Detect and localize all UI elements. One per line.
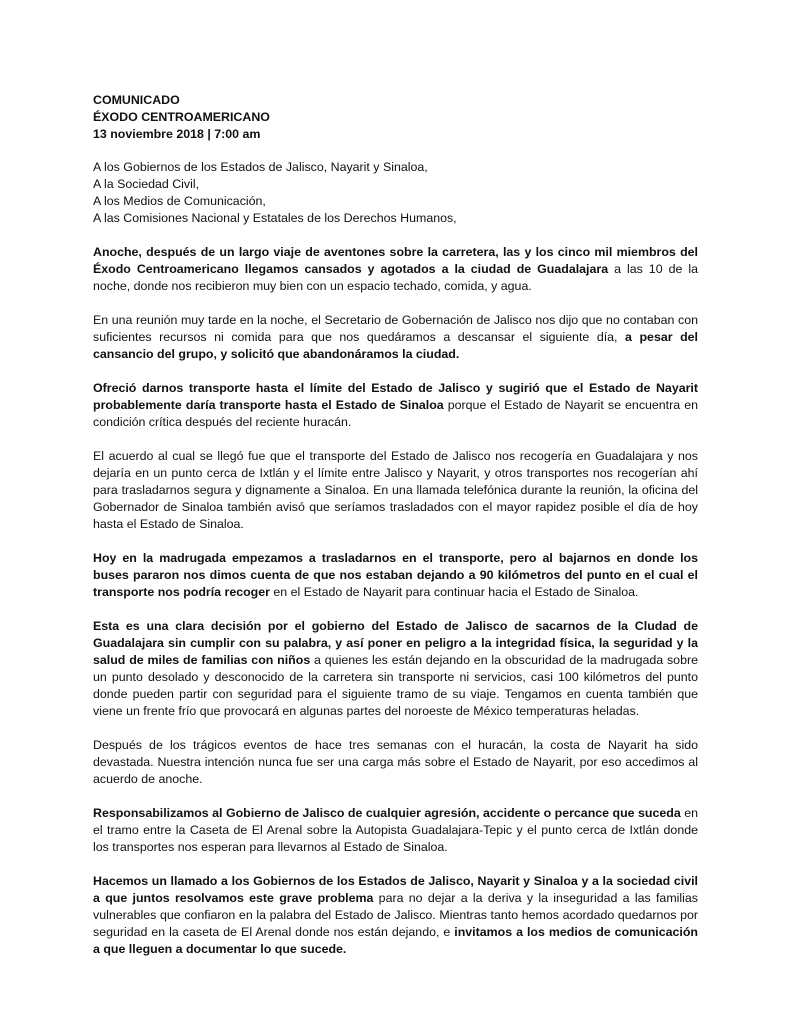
bold-text-run: Responsabilizamos al Gobierno de Jalisco de cualquier agresión, accidente o percance que suceda bbox=[93, 806, 681, 820]
body-paragraph bbox=[93, 550, 698, 601]
text-run: En una reunión muy tarde en la noche, el Secretario de Gobernación de Jalisco nos dijo que no contaban con suficientes recursos ni comida para que nos quedáramos a descansar el siguiente día, bbox=[93, 313, 698, 344]
bold-text-run: invitamos a los medios de comunicación a que lleguen a documentar lo que sucede. bbox=[93, 925, 698, 956]
body-paragraph bbox=[93, 448, 698, 533]
bold-text-run: Ofreció darnos transporte hasta el límite del Estado de Jalisco y sugirió que el Estado de Nayarit probablemente daría transporte hasta el Estado de Sinaloa bbox=[93, 381, 698, 412]
text-run: para no dejar a la deriva y la inseguridad a las familias vulnerables que confiaron en la palabra del Estado de Jalisco. Mientras tanto hemos acordado quedarnos por seguridad en la caseta de El Arenal donde nos están dejando, e bbox=[93, 891, 698, 939]
body-paragraph bbox=[93, 312, 698, 363]
text-run: a las 10 de la noche, donde nos recibieron muy bien con un espacio techado, comida, y agua. bbox=[93, 262, 698, 293]
text-run: en el Estado de Nayarit para continuar hacia el Estado de Sinaloa. bbox=[269, 585, 639, 599]
text-run: a quienes les están dejando en la obscuridad de la madrugada sobre un punto desolado y desconocido de la carretera sin transporte ni servicios, casi 100 kilómetros del punto donde pueden partir con seguridad para el siguiente tramo de su viaje. Tengamos en cuenta también que viene un frente frío que provocará en algunas partes del noroeste de México temperaturas heladas. bbox=[93, 653, 698, 718]
addressee-line: A la Sociedad Civil, bbox=[93, 177, 200, 191]
body-paragraph bbox=[93, 618, 698, 720]
addressee-line: A los Gobiernos de los Estados de Jalisco, Nayarit y Sinaloa, bbox=[93, 160, 428, 174]
document-body bbox=[93, 244, 698, 958]
bold-text-run: Anoche, después de un largo viaje de aventones sobre la carretera, las y los cinco mil miembros del Éxodo Centroamericano llegamos cansados y agotados a la ciudad de Guadalajara bbox=[93, 245, 698, 276]
header-subtitle: ÉXODO CENTROAMERICANO bbox=[93, 110, 270, 124]
header-title: COMUNICADO bbox=[93, 93, 180, 107]
body-paragraph bbox=[93, 805, 698, 856]
text-run: El acuerdo al cual se llegó fue que el transporte del Estado de Jalisco nos recogería en Guadalajara y nos dejaría en un punto cerca de Ixtlán y el límite entre Jalisco y Nayarit, y otros transportes nos recogerían ahí para trasladarnos segura y dignamente a Sinaloa. En una llamada telefónica durante la reunión, la oficina del Gobernador de Sinaloa también avisó que seríamos trasladados con el mayor rapidez posible el día de hoy hasta el Estado de Sinaloa. bbox=[93, 449, 698, 531]
addressee-line: A los Medios de Comunicación, bbox=[93, 194, 266, 208]
body-paragraph bbox=[93, 873, 698, 958]
body-paragraph bbox=[93, 244, 698, 295]
header-date: 13 noviembre 2018 | 7:00 am bbox=[93, 127, 261, 141]
bold-text-run: Esta es una clara decisión por el gobierno del Estado de Jalisco de sacarnos de la Cludad de Guadalajara sin cumplir con su palabra, y así poner en peligro a la integridad física, la seguridad y la salud de miles de familias con niños bbox=[93, 619, 698, 667]
addressees bbox=[93, 159, 698, 227]
bold-text-run: Hoy en la madrugada empezamos a trasladarnos en el transporte, pero al bajarnos en donde los buses pararon nos dimos cuenta de que nos estaban dejando a 90 kilómetros del punto en el cual el transporte nos podría recoger bbox=[93, 551, 698, 599]
bold-text-run: Hacemos un llamado a los Gobiernos de los Estados de Jalisco, Nayarit y Sinaloa y a la sociedad civil a que juntos resolvamos este grave problema bbox=[93, 874, 698, 905]
document-page bbox=[93, 92, 698, 975]
body-paragraph bbox=[93, 737, 698, 788]
text-run: Después de los trágicos eventos de hace tres semanas con el huracán, la costa de Nayarit ha sido devastada. Nuestra intención nunca fue ser una carga más sobre el Estado de Nayarit, por eso accedimos al acuerdo de anoche. bbox=[93, 738, 698, 786]
document-header bbox=[93, 92, 698, 143]
bold-text-run: a pesar del cansancio del grupo, y solicitó que abandonáramos la ciudad. bbox=[93, 330, 698, 361]
body-paragraph bbox=[93, 380, 698, 431]
text-run: en el tramo entre la Caseta de El Arenal sobre la Autopista Guadalajara-Tepic y el punto cerca de Ixtlán donde los transportes nos esperan para llevarnos al Estado de Sinaloa. bbox=[93, 806, 698, 854]
addressee-line: A las Comisiones Nacional y Estatales de los Derechos Humanos, bbox=[93, 211, 457, 225]
text-run: porque el Estado de Nayarit se encuentra en condición crítica después del reciente huracán. bbox=[93, 398, 698, 429]
